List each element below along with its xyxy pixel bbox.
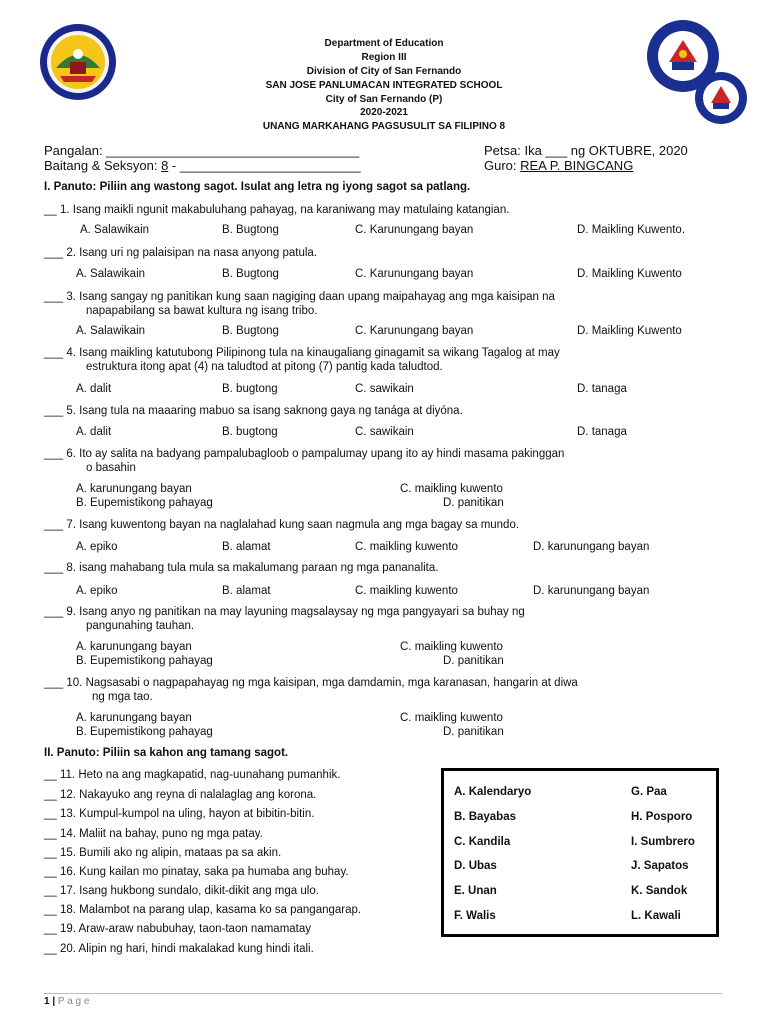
q7-option-c: C. maikling kuwento [355, 541, 458, 553]
q5-option-a: A. dalit [76, 426, 112, 438]
q6-option-d: D. panitikan [443, 497, 504, 509]
section-field[interactable] [44, 158, 361, 173]
question-7: ___ 7. Isang kuwentong bayan na naglalahad kung saan nagmula ang mga bagay sa mundo. [44, 519, 520, 531]
q9-option-c: C. maikling kuwento [400, 641, 503, 653]
choice-e: E. Unan [454, 885, 497, 897]
q6-option-b: B. Eupemistikong pahayag [76, 497, 213, 509]
footer-rule [44, 993, 722, 994]
q8-option-d: D. karunungang bayan [533, 585, 650, 597]
choice-c: C. Kandila [454, 836, 511, 848]
question-6-cont: o basahin [86, 462, 136, 474]
question-1: __ 1. Isang maikli ngunit makabuluhang pahayag, na karaniwang may matulaing katangian. [44, 204, 510, 216]
header-department: Department of Education [324, 38, 444, 49]
header-region: Region III [361, 52, 407, 63]
question-9: ___ 9. Isang anyo ng panitikan na may layuning magsalaysay ng mga pangyayari sa buhay ng [44, 606, 525, 618]
q3-option-b: B. Bugtong [222, 325, 279, 337]
question-2: ___ 2. Isang uri ng palaisipan na nasa anyong patula. [44, 247, 318, 259]
q5-option-d: D. tanaga [577, 426, 627, 438]
name-field[interactable]: Pangalan: ___________________________________ [44, 143, 360, 158]
answer-choices-box [441, 768, 719, 937]
question-10: ___ 10. Nagsasabi o nagpapahayag ng mga kaisipan, mga damdamin, mga karanasan, hangarin at diwa [44, 677, 578, 689]
choice-l: L. Kawali [631, 910, 681, 922]
question-20: __ 20. Alipin ng hari, hindi makalakad kung hindi itali. [44, 943, 314, 955]
q8-option-b: B. alamat [222, 585, 271, 597]
part2-title: II. Panuto: Piliin sa kahon ang tamang sagot. [44, 747, 289, 759]
choice-i: I. Sumbrero [631, 836, 695, 848]
q8-option-c: C. maikling kuwento [355, 585, 458, 597]
q2-option-b: B. Bugtong [222, 268, 279, 280]
header-year: 2020-2021 [360, 107, 408, 118]
question-8: ___ 8. isang mahabang tula mula sa makalumang paraan ng mga pananalita. [44, 562, 439, 574]
q6-option-c: C. maikling kuwento [400, 483, 503, 495]
teacher-name: REA P. BINGCANG [520, 158, 634, 173]
question-5: ___ 5. Isang tula na maaaring mabuo sa isang saknong gaya ng tanága at diyóna. [44, 405, 463, 417]
choice-j: J. Sapatos [631, 860, 689, 872]
q9-option-a: A. karunungang bayan [76, 641, 192, 653]
header-school: SAN JOSE PANLUMACAN INTEGRATED SCHOOL [265, 80, 503, 91]
section-blank: - _________________________ [168, 158, 361, 173]
question-4-cont: estruktura itong apat (4) na taludtod at pitong (7) pantig kada taludtod. [86, 361, 443, 373]
choice-h: H. Posporo [631, 811, 693, 823]
question-13: __ 13. Kumpul-kumpol na uling, hayon at bibitin-bitin. [44, 808, 315, 820]
q2-option-d: D. Maikling Kuwento [577, 268, 682, 280]
q7-option-d: D. karunungang bayan [533, 541, 650, 553]
question-12: __ 12. Nakayuko ang reyna di nalalaglag ang korona. [44, 789, 317, 801]
q6-option-a: A. karunungang bayan [76, 483, 192, 495]
teacher-field [484, 158, 633, 173]
q9-option-d: D. panitikan [443, 655, 504, 667]
section-label: Baitang & Seksyon: [44, 158, 162, 173]
page-footer [44, 996, 89, 1007]
q7-option-a: A. epiko [76, 541, 118, 553]
question-11: __ 11. Heto na ang magkapatid, nag-uunahang pumanhik. [44, 769, 341, 781]
page-word: P a g e [57, 996, 90, 1007]
q1-option-a: A. Salawikain [80, 224, 150, 236]
header-division: Division of City of San Fernando [306, 66, 462, 77]
teacher-label: Guro: [484, 158, 521, 173]
q4-option-a: A. dalit [76, 383, 112, 395]
choice-d: D. Ubas [454, 860, 497, 872]
grade-value: 8 [161, 158, 169, 173]
page-number: 1 [44, 996, 50, 1007]
q3-option-c: C. Karunungang bayan [355, 325, 474, 337]
choice-a: A. Kalendaryo [454, 786, 532, 798]
q1-option-d: D. Maikling Kuwento. [577, 224, 686, 236]
q3-option-a: A. Salawikain [76, 325, 146, 337]
header-city: City of San Fernando (P) [325, 94, 443, 105]
choice-g: G. Paa [631, 786, 667, 798]
question-14: __ 14. Maliit na bahay, puno ng mga patay. [44, 828, 263, 840]
q5-option-b: B. bugtong [222, 426, 278, 438]
q1-option-b: B. Bugtong [222, 224, 279, 236]
q1-option-c: C. Karunungang bayan [355, 224, 474, 236]
question-3-cont: napapabilang sa bawat kultura ng isang tribo. [86, 305, 318, 317]
question-6: ___ 6. Ito ay salita na badyang pampalubagloob o pampalumay upang ito ay hindi masama pakinggan [44, 448, 565, 460]
part1-title: I. Panuto: Piliin ang wastong sagot. Isulat ang letra ng iyong sagot sa patlang. [44, 181, 471, 193]
q7-option-b: B. alamat [222, 541, 271, 553]
choice-k: K. Sandok [631, 885, 688, 897]
question-3: ___ 3. Isang sangay ng panitikan kung saan nagiging daan upang maipahayag ang mga kaisipan na [44, 291, 555, 303]
question-18: __ 18. Malambot na parang ulap, kasama ko sa pangangarap. [44, 904, 362, 916]
choice-f: F. Walis [454, 910, 496, 922]
question-9-cont: pangunahing tauhan. [86, 620, 195, 632]
q4-option-b: B. bugtong [222, 383, 278, 395]
q3-option-d: D. Maikling Kuwento [577, 325, 682, 337]
q4-option-c: C. sawikain [355, 383, 414, 395]
question-10-cont: ng mga tao. [92, 691, 153, 703]
q10-option-a: A. karunungang bayan [76, 712, 192, 724]
question-19: __ 19. Araw-araw nabubuhay, taon-taon namamatay [44, 923, 312, 935]
q2-option-c: C. Karunungang bayan [355, 268, 474, 280]
q10-option-b: B. Eupemistikong pahayag [76, 726, 213, 738]
q9-option-b: B. Eupemistikong pahayag [76, 655, 213, 667]
page-separator: | [49, 996, 58, 1007]
exam-title: UNANG MARKAHANG PAGSUSULIT SA FILIPINO 8 [262, 121, 506, 132]
q4-option-d: D. tanaga [577, 383, 627, 395]
question-15: __ 15. Bumili ako ng alipin, mataas pa sa akin. [44, 847, 282, 859]
q8-option-a: A. epiko [76, 585, 118, 597]
q5-option-c: C. sawikain [355, 426, 414, 438]
q10-option-c: C. maikling kuwento [400, 712, 503, 724]
q2-option-a: A. Salawikain [76, 268, 146, 280]
question-4: ___ 4. Isang maikling katutubong Pilipinong tula na kinaugaliang ginagamit sa wikang Tagalog at may [44, 347, 560, 359]
q10-option-d: D. panitikan [443, 726, 504, 738]
date-field[interactable]: Petsa: Ika ___ ng OKTUBRE, 2020 [484, 143, 688, 158]
question-16: __ 16. Kung kailan mo pinatay, saka pa humaba ang buhay. [44, 866, 349, 878]
question-17: __ 17. Isang hukbong sundalo, dikit-dikit ang mga ulo. [44, 885, 319, 897]
choice-b: B. Bayabas [454, 811, 517, 823]
